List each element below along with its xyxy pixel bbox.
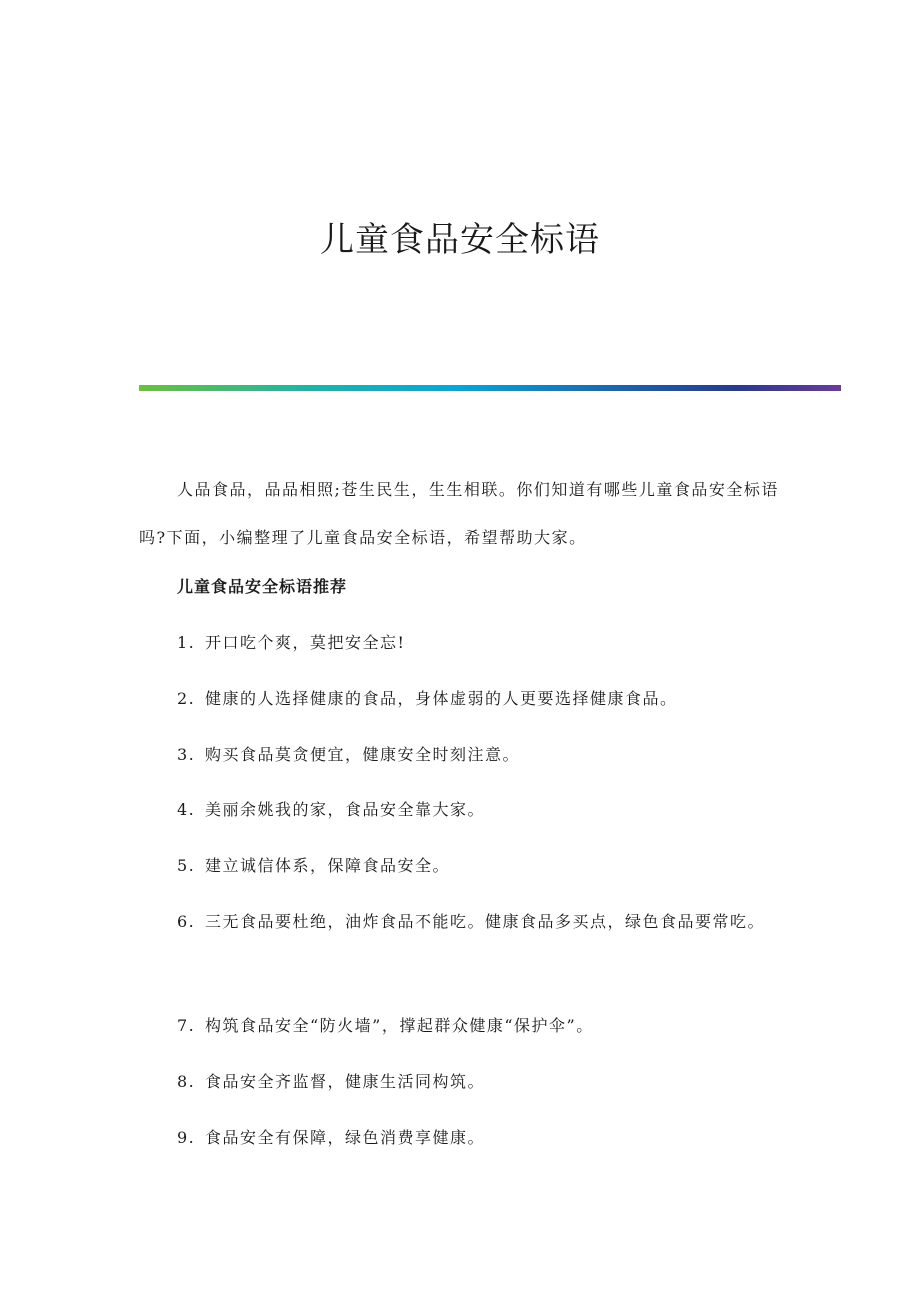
list-item-number: 1. bbox=[177, 633, 196, 652]
list-item-text: 食品安全有保障，绿色消费享健康。 bbox=[205, 1128, 486, 1147]
list-item-text: 购买食品莫贪便宜，健康安全时刻注意。 bbox=[205, 745, 521, 764]
list-item-text: 开口吃个爽，莫把安全忘! bbox=[205, 633, 406, 652]
list-item bbox=[177, 625, 405, 661]
list-item-number: 3. bbox=[177, 745, 196, 764]
list-item bbox=[177, 848, 450, 884]
list-item-number: 5. bbox=[177, 856, 196, 875]
list-item bbox=[177, 904, 765, 940]
intro-paragraph: 人品食品，品品相照;苍生民生，生生相联。你们知道有哪些儿童食品安全标语吗?下面，小编整理了儿童食品安全标语，希望帮助大家。 bbox=[139, 480, 779, 547]
list-item bbox=[177, 737, 520, 773]
gradient-divider bbox=[139, 385, 841, 391]
list-item bbox=[177, 1064, 485, 1100]
list-item bbox=[177, 681, 678, 717]
page-title: 儿童食品安全标语 bbox=[320, 220, 600, 260]
list-item-number: 7. bbox=[177, 1016, 196, 1035]
list-item bbox=[177, 1120, 485, 1156]
list-item-text: 健康的人选择健康的食品，身体虚弱的人更要选择健康食品。 bbox=[205, 689, 678, 708]
list-item-text: 美丽余姚我的家，食品安全靠大家。 bbox=[205, 800, 486, 819]
list-item-number: 2. bbox=[177, 689, 196, 708]
list-item-number: 9. bbox=[177, 1128, 196, 1147]
list-item-number: 8. bbox=[177, 1072, 196, 1091]
list-item bbox=[177, 1008, 594, 1044]
list-item-number: 4. bbox=[177, 800, 196, 819]
list-item-text: 三无食品要杜绝，油炸食品不能吃。健康食品多买点，绿色食品要常吃。 bbox=[205, 912, 766, 931]
list-item-text: 食品安全齐监督，健康生活同构筑。 bbox=[205, 1072, 486, 1091]
list-item-text: 建立诚信体系，保障食品安全。 bbox=[205, 856, 451, 875]
list-item-number: 6. bbox=[177, 912, 196, 931]
list-item-text: 构筑食品安全“防火墙”，撑起群众健康“保护伞”。 bbox=[205, 1016, 594, 1035]
section-heading: 儿童食品安全标语推荐 bbox=[177, 577, 348, 596]
list-item bbox=[177, 792, 485, 828]
